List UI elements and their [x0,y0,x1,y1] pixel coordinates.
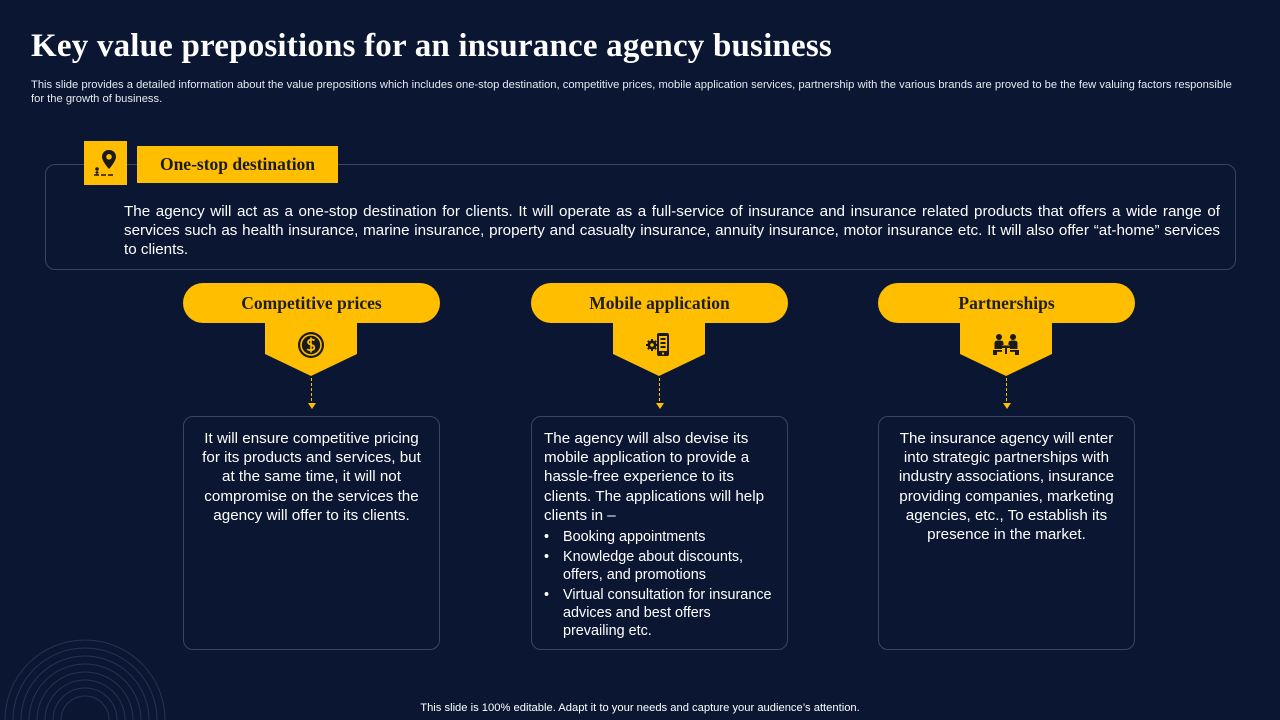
one-stop-label: One-stop destination [137,146,338,183]
one-stop-icon-tile [84,141,127,185]
list-item: • Knowledge about discounts, offers, and promotions [563,548,775,584]
connector-line [659,378,660,406]
connector-line [311,378,312,406]
meeting-people-icon [991,330,1021,360]
column-title: Mobile application [531,283,788,323]
column-card [878,416,1135,650]
footer-note: This slide is 100% editable. Adapt it to your needs and capture your audience’s attention. [420,702,860,714]
column-title: Partnerships [878,283,1135,323]
connector-line [1006,378,1007,406]
column-tab-icon-holder [960,322,1052,376]
bullet-list [544,528,775,640]
column-text: The agency will also devise its mobile application to provide a hassle-free experience to its clients. The applications will help clients in – [544,430,765,524]
one-stop-text: The agency will act as a one-stop destination for clients. It will operate as a full-service of insurance and insurance related products that offers a wide range of services such as health insurance, marine insurance, property and casualty insurance, annuity insurance, motor insurance etc. It will also offer “at-home” services to clients. [124,203,1220,259]
column-tab-icon-holder [613,322,705,376]
connector-arrowhead [656,403,664,409]
list-item: • Booking appointments [563,528,775,546]
mobile-gear-icon [644,330,674,360]
list-item: • Virtual consultation for insurance advices and best offers prevailing etc. [563,586,775,640]
column-card [183,416,440,650]
column-text: It will ensure competitive pricing for its products and services, but at the same time, it will not compromise on the services the agency will offer to its clients. [202,430,421,524]
column-tab-icon-holder [265,322,357,376]
column-competitive-prices [183,283,440,650]
column-card [531,416,788,650]
slide-title: Key value prepositions for an insurance agency business [31,28,832,64]
connector-arrowhead [1003,403,1011,409]
column-title: Competitive prices [183,283,440,323]
column-mobile-application [531,283,788,650]
column-partnerships [878,283,1135,650]
location-pin-icon [91,148,121,178]
column-text: The insurance agency will enter into strategic partnerships with industry associations, insurance providing companies, marketing agencies, etc., To establish its presence in the market. [898,430,1115,544]
connector-arrowhead [308,403,316,409]
dollar-coin-icon [296,330,326,360]
slide-subtitle: This slide provides a detailed information about the value prepositions which includes one-stop destination, competitive prices, mobile application services, partnership with the various brands are proved to be the few valuing factors responsible for the growth of business. [31,79,1232,105]
